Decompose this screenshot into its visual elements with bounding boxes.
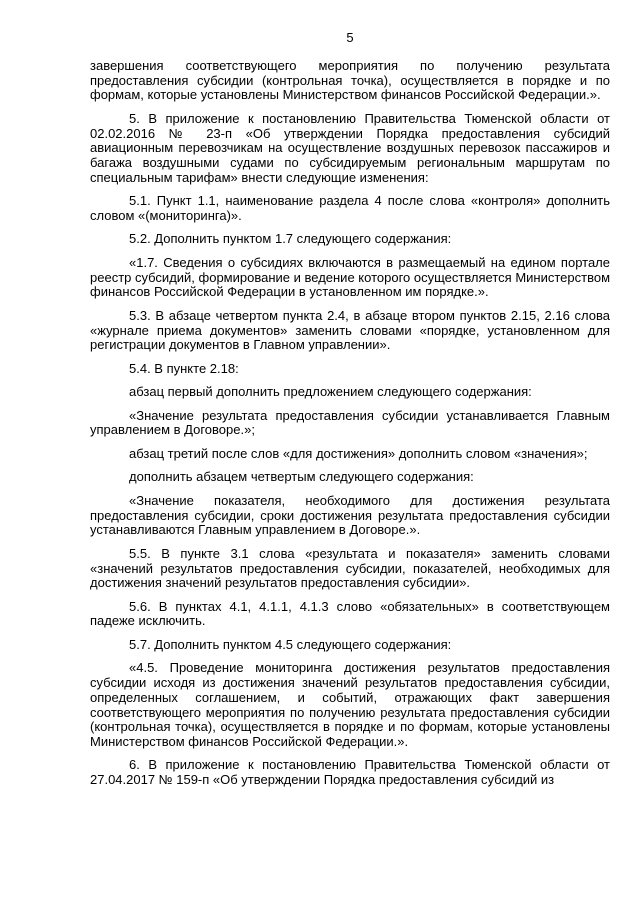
paragraph-item-5: 5. В приложение к постановлению Правительства Тюменской области от 02.02.2016 № 23-п «Об утверждении Порядка предоставления субсидий авиационным перевозчикам на осуществление воздушных перевозок пассажиров и багажа воздушными судами по субсидируемым региональным маршрутам по специальным тарифам» внести следующие изменения: bbox=[90, 110, 610, 185]
paragraph-continuation: завершения соответствующего мероприятия по получению результата предоставления субсидии (контрольная точка), осуществляется в порядке и по формам, которые установлены Министерством финансов Российской Федерации.». bbox=[90, 58, 610, 103]
paragraph-item-6: 6. В приложение к постановлению Правительства Тюменской области от 27.04.2017 № 159-п «Об утверждении Порядка предоставления субсидий из bbox=[90, 757, 610, 788]
paragraph-abzac-fourth: дополнить абзацем четвертым следующего содержания: bbox=[129, 469, 474, 485]
paragraph-quote-4-5: «4.5. Проведение мониторинга достижения результатов предоставления субсидии исходя из достижения значений результатов предоставления субсидии, определенных соглашением, и событий, отражающих факт завершения соответствующего мероприятия по получению результата предоставления субсидии (контрольная точка), осуществляется в порядке и по формам, которые установлены Министерством финансов Российской Федерации.». bbox=[90, 660, 610, 749]
paragraph-item-5-4: 5.4. В пункте 2.18: bbox=[129, 360, 239, 376]
paragraph-abzac-third: абзац третий после слов «для достижения» дополнить словом «значения»; bbox=[129, 445, 588, 461]
paragraph-quote-indicator-value: «Значение показателя, необходимого для достижения результата предоставления субсидии, сроки достижения результата предоставления субсидии устанавливаются Главным управлением в Договоре.». bbox=[90, 492, 610, 538]
paragraph-abzac-first: абзац первый дополнить предложением следующего содержания: bbox=[129, 384, 532, 400]
paragraph-quote-result-value: «Значение результата предоставления субсидии устанавливается Главным управлением в Договоре.»; bbox=[90, 407, 610, 438]
paragraph-item-5-6: 5.6. В пунктах 4.1, 4.1.1, 4.1.3 слово «обязательных» в соответствующем падеже исключить. bbox=[90, 598, 610, 629]
page-number: 5 bbox=[346, 30, 354, 45]
paragraph-item-5-1: 5.1. Пункт 1.1, наименование раздела 4 после слова «контроля» дополнить словом «(мониторинга)». bbox=[90, 193, 610, 223]
paragraph-item-5-3: 5.3. В абзаце четвертом пункта 2.4, в абзаце втором пунктов 2.15, 2.16 слова «журнале приема документов» заменить словами «порядке, установленном для регистрации документов в Главном управлении». bbox=[90, 307, 610, 353]
paragraph-item-5-7: 5.7. Дополнить пунктом 4.5 следующего содержания: bbox=[129, 636, 452, 652]
paragraph-item-5-2: 5.2. Дополнить пунктом 1.7 следующего содержания: bbox=[129, 231, 452, 247]
paragraph-item-5-5: 5.5. В пункте 3.1 слова «результата и показателя» заменить словами «значений результатов предоставления субсидии, показателей, необходимых для достижения значений результатов предоставления субсидии». bbox=[90, 545, 610, 591]
paragraph-quote-1-7: «1.7. Сведения о субсидиях включаются в размещаемый на едином портале реестр субсидий, формирование и ведение которого осуществляется Министерством финансов Российской Федерации в установленном им порядке.». bbox=[90, 254, 610, 300]
